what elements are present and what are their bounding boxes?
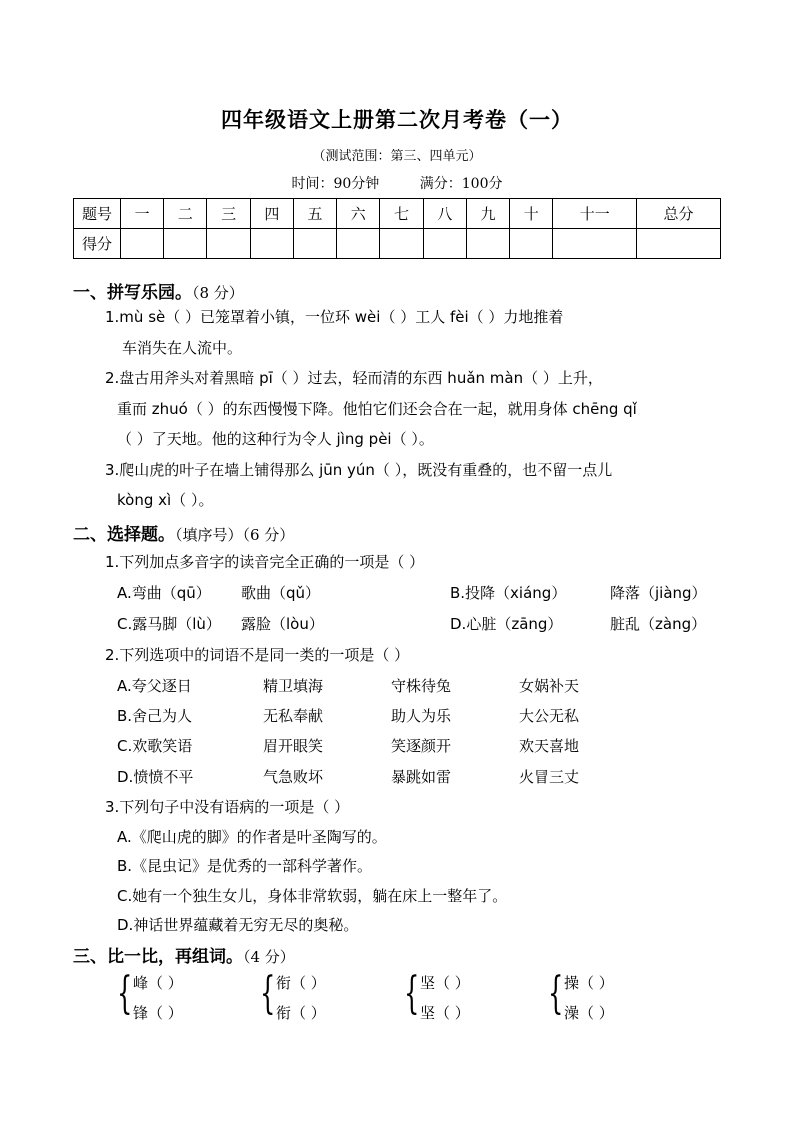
section-3-title: 三、比一比，再组词。 [73,947,243,967]
left-brace-icon: { [117,968,133,1019]
section-1-title: 一、拼写乐园。 [73,283,192,303]
score-input-cell[interactable] [337,229,380,259]
s1-line-2: 车消失在人流中。 [122,339,243,357]
score-cell: 十一 [553,199,637,229]
score-table [73,198,721,259]
s2-q2: 2.下列选项中的词语不是同一类的一项是（ ） [105,646,410,664]
score-cell: 四 [250,199,293,229]
compare-word: 澡（ ） [564,1004,614,1022]
page-subtitle: （测试范围：第三、四单元） [312,149,482,164]
score-table-score-row [74,229,721,259]
score-input-cell[interactable] [380,229,423,259]
s1-line-7: kòng xì（ ）。 [117,491,214,509]
s2-q2-cell: C.欢歌笑语 [117,737,193,755]
s2-q3-opt: A.《爬山虎的脚》的作者是叶圣陶写的。 [117,828,387,846]
score-cell: 六 [337,199,380,229]
section-3-points: （4 分） [243,948,295,966]
section-1-heading [73,278,244,303]
score-cell: 题号 [74,199,121,229]
left-brace-icon: { [548,968,564,1019]
s2-q2-cell: 女娲补天 [519,677,580,695]
s2-q2-cell: 眉开眼笑 [263,737,324,755]
score-cell: 九 [466,199,509,229]
s2-q1-opt: 露脸（lòu） [241,615,324,633]
s1-line-3: 2.盘古用斧头对着黑暗 pī（ ）过去，轻而清的东西 huǎn màn（ ）上升， [105,369,603,387]
score-cell: 二 [164,199,207,229]
score-input-cell[interactable] [250,229,293,259]
s2-q1-opt: A.弯曲（qū） [117,584,211,602]
exam-time: 时间：90分钟 [291,176,380,192]
s2-q1-opt: B.投降（xiáng） [450,584,567,602]
section-1-points: （8 分） [192,284,244,302]
score-row-label: 得分 [74,229,121,259]
compare-word: 锋（ ） [133,1004,183,1022]
s2-q2-cell: 欢天喜地 [519,737,580,755]
s1-line-5: （ ）了天地。他的这种行为令人 jìng pèi（ ）。 [117,430,434,448]
section-2-title: 二、选择题。 [73,525,175,545]
page-title: 四年级语文上册第二次月考卷（一） [221,108,573,132]
s2-q2-cell: 守株待兔 [391,677,452,695]
s2-q2-cell: D.愤愤不平 [117,768,194,786]
s2-q2-cell: 大公无私 [519,707,580,725]
section-2-heading [73,520,294,545]
compare-word: 衔（ ） [276,1004,326,1022]
s2-q1-opt: 脏乱（zàng） [610,615,707,633]
score-input-cell[interactable] [293,229,336,259]
s2-q2-cell: A.夸父逐日 [117,677,192,695]
s2-q3: 3.下列句子中没有语病的一项是（ ） [105,798,350,816]
score-cell: 七 [380,199,423,229]
s2-q2-cell: 精卫填海 [263,677,324,695]
score-table-header-row [74,199,721,229]
s2-q2-cell: 气急败坏 [263,768,324,786]
compare-word: 操（ ） [564,974,614,992]
s1-line-1: 1.mù sè（ ）已笼罩着小镇，一位环 wèi（ ）工人 fèi（ ）力地推着 [105,308,564,326]
exam-info [0,173,794,193]
s2-q3-opt: B.《昆虫记》是优秀的一部科学著作。 [117,857,373,875]
score-input-cell[interactable] [423,229,466,259]
score-cell: 一 [121,199,164,229]
score-cell: 八 [423,199,466,229]
s2-q1-opt: C.露马脚（lù） [117,615,221,633]
s2-q1-opt: D.心脏（zāng） [450,615,563,633]
s2-q2-cell: 无私奉献 [263,707,324,725]
s2-q3-opt: D.神话世界蕴藏着无穷无尽的奥秘。 [117,916,359,934]
s2-q2-cell: 助人为乐 [391,707,452,725]
compare-word: 坚（ ） [420,974,470,992]
s2-q2-cell: 笑逐颜开 [391,737,452,755]
score-cell: 五 [293,199,336,229]
section-3-heading [73,942,295,967]
s2-q1-opt: 降落（jiàng） [610,584,707,602]
compare-word: 衔（ ） [276,974,326,992]
s1-line-4: 重而 zhuó（ ）的东西慢慢下降。他怕它们还会合在一起，就用身体 chēng qǐ [117,400,637,418]
score-input-cell[interactable] [207,229,250,259]
score-cell: 总分 [637,199,721,229]
compare-word: 峰（ ） [133,974,183,992]
s1-line-6: 3.爬山虎的叶子在墙上铺得那么 jūn yún（ ），既没有重叠的，也不留一点儿 [105,461,613,479]
s2-q2-cell: 暴跳如雷 [391,768,452,786]
s2-q1: 1.下列加点多音字的读音完全正确的一项是（ ） [105,553,425,571]
score-input-cell[interactable] [164,229,207,259]
compare-word: 坚（ ） [420,1004,470,1022]
s2-q2-cell: 火冒三丈 [519,768,580,786]
score-input-cell[interactable] [121,229,164,259]
left-brace-icon: { [260,968,276,1019]
score-input-cell[interactable] [510,229,553,259]
left-brace-icon: { [404,968,420,1019]
score-cell: 十 [510,199,553,229]
score-cell: 三 [207,199,250,229]
s2-q1-opt: 歌曲（qǔ） [241,584,321,602]
s2-q3-opt: C.她有一个独生女儿，身体非常软弱，躺在床上一整年了。 [117,887,508,905]
section-2-points: （填序号）（6 分） [175,526,295,544]
exam-score: 满分：100分 [419,176,503,192]
score-input-cell[interactable] [466,229,509,259]
s2-q2-cell: B.舍己为人 [117,707,193,725]
score-input-cell[interactable] [553,229,637,259]
score-input-cell[interactable] [637,229,721,259]
